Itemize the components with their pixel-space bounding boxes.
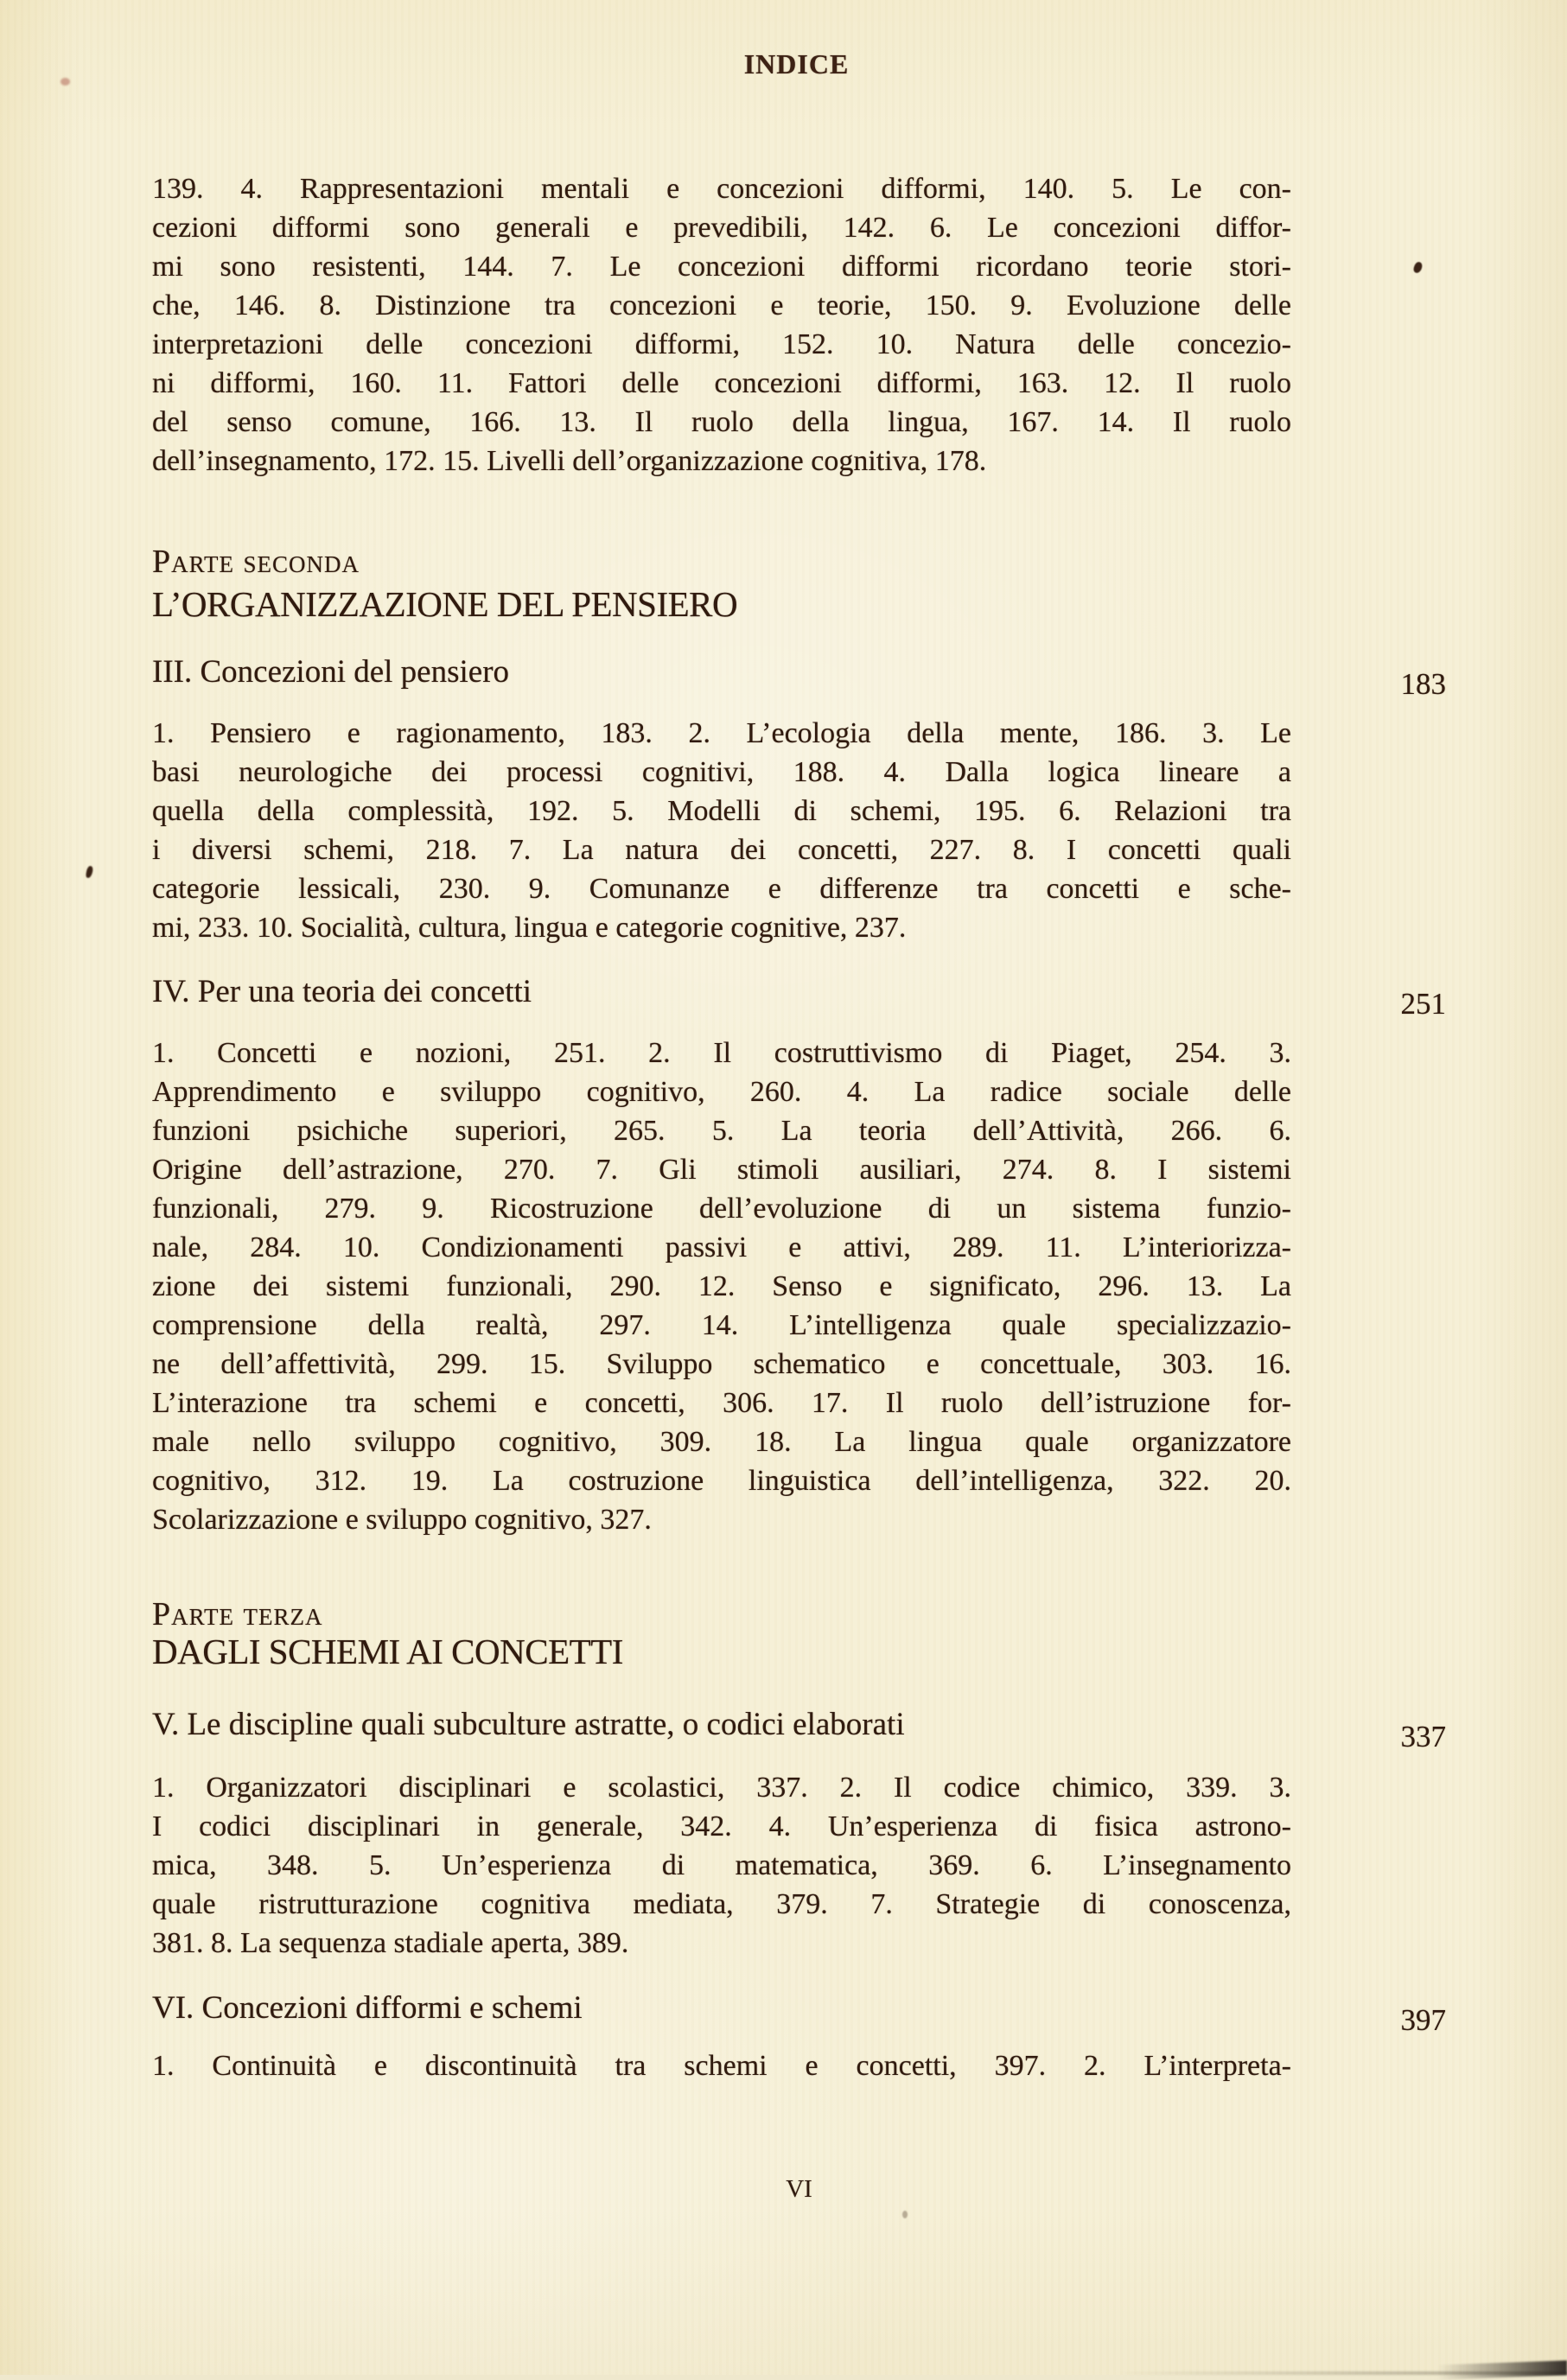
part-kicker: Parte terza xyxy=(152,1596,323,1632)
toc-line: 1. Pensiero e ragionamento, 183. 2. L’ecologia della mente, 186. 3. Le xyxy=(152,717,1291,749)
ink-speck xyxy=(86,865,93,878)
toc-content xyxy=(152,0,1446,2375)
toc-line: mica, 348. 5. Un’esperienza di matematica, 369. 6. L’insegnamento xyxy=(152,1849,1291,1881)
toc-line: mi sono resistenti, 144. 7. Le concezioni difformi ricordano teorie stori- xyxy=(152,251,1291,283)
toc-line: dell’insegnamento, 172. 15. Livelli dell’organizzazione cognitiva, 178. xyxy=(152,445,987,477)
toc-line: Origine dell’astrazione, 270. 7. Gli stimoli ausiliari, 274. 8. I sistemi xyxy=(152,1154,1291,1186)
part-kicker: Parte seconda xyxy=(152,544,360,580)
toc-line: 1. Organizzatori disciplinari e scolastici, 337. 2. Il codice chimico, 339. 3. xyxy=(152,1772,1291,1804)
part-title: L’ORGANIZZAZIONE DEL PENSIERO xyxy=(152,584,738,624)
toc-line: funzioni psichiche superiori, 265. 5. La teoria dell’Attività, 266. 6. xyxy=(152,1115,1291,1147)
toc-line: 139. 4. Rappresentazioni mentali e concezioni difformi, 140. 5. Le con- xyxy=(152,173,1291,205)
chapter-page-number: 251 xyxy=(1400,987,1446,1021)
toc-line: ni difformi, 160. 11. Fattori delle concezioni difformi, 163. 12. Il ruolo xyxy=(152,367,1291,399)
toc-line: mi, 233. 10. Socialità, cultura, lingua e categorie cognitive, 237. xyxy=(152,912,907,944)
part-title: DAGLI SCHEMI AI CONCETTI xyxy=(152,1632,623,1671)
page-footer-number: VI xyxy=(786,2175,812,2203)
page-title: INDICE xyxy=(743,48,850,80)
toc-line: male nello sviluppo cognitivo, 309. 18. La lingua quale organizzatore xyxy=(152,1426,1291,1458)
toc-line: funzionali, 279. 9. Ricostruzione dell’evoluzione di un sistema funzio- xyxy=(152,1193,1291,1225)
toc-line: cognitivo, 312. 19. La costruzione linguistica dell’intelligenza, 322. 20. xyxy=(152,1465,1291,1497)
toc-line: basi neurologiche dei processi cognitivi, 188. 4. Dalla logica lineare a xyxy=(152,756,1291,788)
toc-line: quale ristrutturazione cognitiva mediata, 379. 7. Strategie di conoscenza, xyxy=(152,1888,1291,1920)
toc-line: interpretazioni delle concezioni difformi, 152. 10. Natura delle concezio- xyxy=(152,328,1291,360)
toc-line: Scolarizzazione e sviluppo cognitivo, 327. xyxy=(152,1504,652,1536)
toc-line: comprensione della realtà, 297. 14. L’intelligenza quale specializzazio- xyxy=(152,1309,1291,1341)
toc-line: cezioni difformi sono generali e prevedibili, 142. 6. Le concezioni diffor- xyxy=(152,212,1291,244)
toc-line: i diversi schemi, 218. 7. La natura dei concetti, 227. 8. I concetti quali xyxy=(152,834,1291,866)
toc-line: Apprendimento e sviluppo cognitivo, 260. 4. La radice sociale delle xyxy=(152,1076,1291,1108)
toc-line: nale, 284. 10. Condizionamenti passivi e attivi, 289. 11. L’interiorizza- xyxy=(152,1231,1291,1263)
chapter-page-number: 183 xyxy=(1400,667,1446,701)
chapter-heading: VI. Concezioni difformi e schemi xyxy=(152,1990,583,2026)
chapter-page-number: 337 xyxy=(1400,1720,1446,1753)
paper-speck xyxy=(61,78,70,86)
toc-line: categorie lessicali, 230. 9. Comunanze e differenze tra concetti e sche- xyxy=(152,873,1291,905)
toc-line: I codici disciplinari in generale, 342. 4. Un’esperienza di fisica astrono- xyxy=(152,1810,1291,1842)
toc-line: 1. Concetti e nozioni, 251. 2. Il costruttivismo di Piaget, 254. 3. xyxy=(152,1037,1291,1069)
scan-edge-shadow xyxy=(1437,2360,1567,2379)
toc-line: 1. Continuità e discontinuità tra schemi e concetti, 397. 2. L’interpreta- xyxy=(152,2050,1291,2082)
chapter-page-number: 397 xyxy=(1400,2003,1446,2037)
toc-line: 381. 8. La sequenza stadiale aperta, 389. xyxy=(152,1927,629,1959)
chapter-heading: IV. Per una teoria dei concetti xyxy=(152,974,532,1009)
toc-line: che, 146. 8. Distinzione tra concezioni e teorie, 150. 9. Evoluzione delle xyxy=(152,290,1291,321)
chapter-heading: III. Concezioni del pensiero xyxy=(152,654,510,690)
toc-line: L’interazione tra schemi e concetti, 306. 17. Il ruolo dell’istruzione for- xyxy=(152,1387,1291,1419)
chapter-heading: V. Le discipline quali subculture astratte, o codici elaborati xyxy=(152,1707,905,1742)
toc-line: quella della complessità, 192. 5. Modelli di schemi, 195. 6. Relazioni tra xyxy=(152,795,1291,827)
toc-line: del senso comune, 166. 13. Il ruolo della lingua, 167. 14. Il ruolo xyxy=(152,406,1291,438)
toc-line: zione dei sistemi funzionali, 290. 12. Senso e significato, 296. 13. La xyxy=(152,1270,1291,1302)
toc-line: ne dell’affettività, 299. 15. Sviluppo schematico e concettuale, 303. 16. xyxy=(152,1348,1291,1380)
